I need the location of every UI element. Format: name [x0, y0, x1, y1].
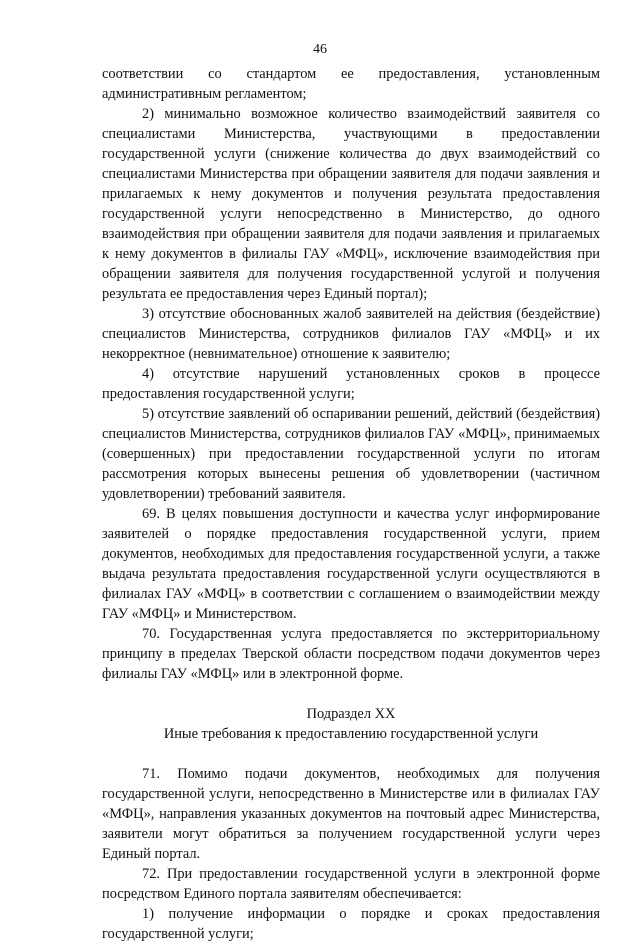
paragraph-71: 71. Помимо подачи документов, необходимых для получения государственной услуги, непосредственно в Министерстве или в филиалах ГАУ «МФЦ», направления указанных документов на почтовый адрес Министерства, заявители могут обратиться за получением государственной услуги через Единый портал.: [102, 766, 600, 862]
page-number: 46: [313, 42, 327, 57]
subsection-title: Иные требования к предоставлению государственной услуги: [163, 726, 539, 742]
paragraph-criterion-4: 4) отсутствие нарушений установленных сроков в процессе предоставления государственной услуги;: [102, 366, 600, 402]
section-gap: [102, 744, 600, 764]
section-gap: [102, 684, 600, 704]
paragraph-69: 69. В целях повышения доступности и качества услуг информирование заявителей о порядке предоставления государственной услуги, прием документов, необходимых для предоставления государственной услуги, а также выдача результата предоставления государственной услуги осуществляются в филиалах ГАУ «МФЦ» в соответствии с соглашением о взаимодействии между ГАУ «МФЦ» и Министерством.: [102, 506, 600, 622]
paragraph-continuation: соответствии со стандартом ее предоставления, установленным административным регламентом;: [102, 66, 600, 102]
paragraph-criterion-3: 3) отсутствие обоснованных жалоб заявителей на действия (бездействие) специалистов Министерства, сотрудников филиалов ГАУ «МФЦ» и их некорректное (невнимательное) отношение к заявителю;: [102, 306, 600, 362]
paragraph-criterion-5: 5) отсутствие заявлений об оспаривании решений, действий (бездействия) специалистов Министерства, сотрудников филиалов ГАУ «МФЦ», принимаемых (совершенных) при предоставлении государственной услуги по итогам рассмотрения которых вынесены решения об удовлетворении (частичном удовлетворении) требований заявителя.: [102, 406, 600, 502]
subsection-number: Подраздел XX: [306, 706, 396, 722]
paragraph-72-item-1: 1) получение информации о порядке и сроках предоставления государственной услуги;: [102, 906, 600, 942]
paragraph-72: 72. При предоставлении государственной услуги в электронной форме посредством Единого портала заявителям обеспечивается:: [102, 866, 600, 902]
paragraph-criterion-2: 2) минимально возможное количество взаимодействий заявителя со специалистами Министерства, участвующими в предоставлении государственной услуги (снижение количества до двух взаимодействий со специалистами Министерства при обращении заявителя для подачи заявления и прилагаемых к нему документов и получения результата предоставления государственной услуги непосредственно в Министерство, до одного взаимодействия при обращении заявителя для подачи заявления и прилагаемых к нему документов в филиалы ГАУ «МФЦ», исключение взаимодействия при обращении заявителя для получения государственной услугой и получения результата ее предоставления через Единый портал);: [102, 106, 600, 302]
paragraph-70: 70. Государственная услуга предоставляется по экстерриториальному принципу в пределах Тверской области посредством подачи документов через филиалы ГАУ «МФЦ» или в электронной форме.: [102, 626, 600, 682]
document-body: [102, 64, 600, 944]
